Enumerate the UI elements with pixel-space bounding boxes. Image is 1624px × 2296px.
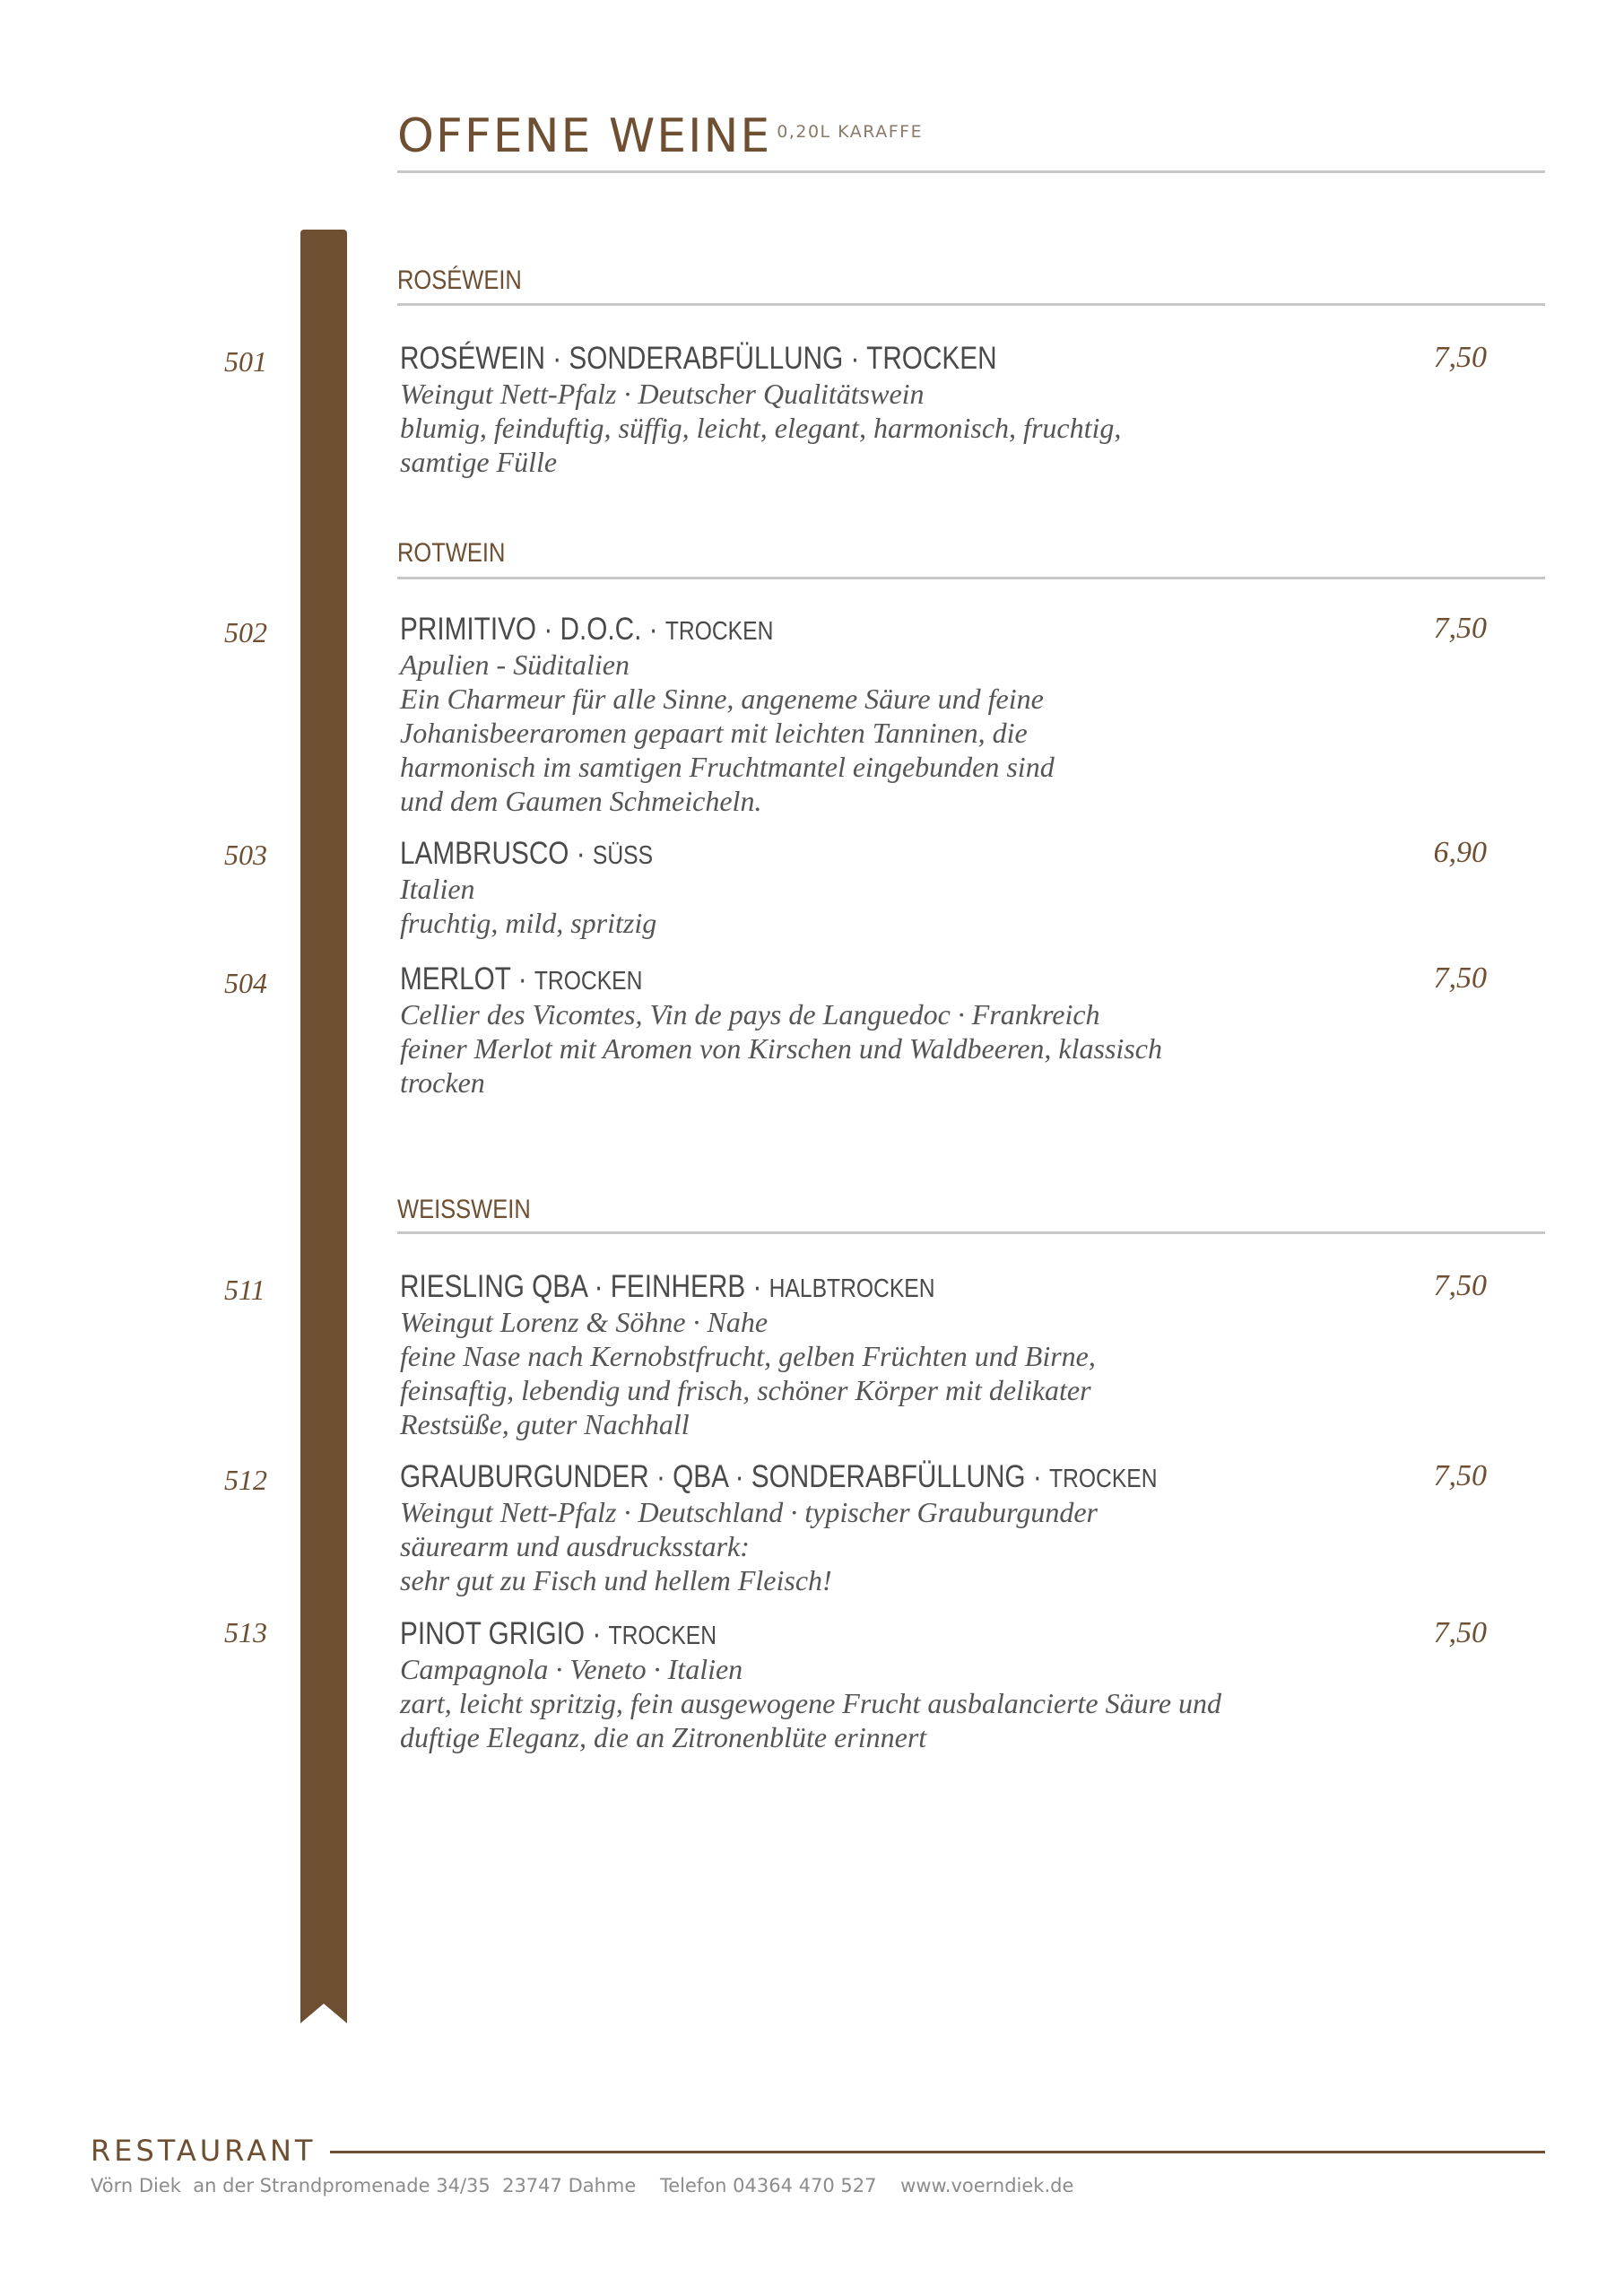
wine-number-501: 501 bbox=[224, 345, 267, 378]
wine-name-suffix: SÜSS bbox=[592, 841, 654, 870]
page-title-wrap bbox=[397, 109, 1545, 163]
wine-origin: Apulien - Süditalien bbox=[400, 648, 630, 681]
wine-entry-513 bbox=[400, 1616, 1297, 1754]
wine-number-512: 512 bbox=[224, 1464, 267, 1496]
wine-name-suffix: TROCKEN bbox=[664, 617, 774, 646]
wine-name-text: GRAUBURGUNDER · QBA · SONDERABFÜLLUNG · bbox=[400, 1459, 1050, 1494]
wine-description-line: Ein Charmeur für alle Sinne, angeneme Säure und feine bbox=[400, 683, 1044, 715]
wine-origin: Italien bbox=[400, 873, 475, 905]
wine-description-line: und dem Gaumen Schmeicheln. bbox=[400, 785, 762, 817]
wine-name-text: PRIMITIVO · D.O.C. · bbox=[400, 612, 665, 647]
wine-name-suffix: TROCKEN bbox=[608, 1622, 717, 1650]
wine-price-512: 7,50 bbox=[1433, 1459, 1487, 1492]
page-title: OFFENE WEINE bbox=[397, 109, 772, 163]
wine-name-text: PINOT GRIGIO · bbox=[400, 1616, 609, 1651]
wine-description-line: samtige Fülle bbox=[400, 446, 558, 478]
wine-name bbox=[400, 341, 1162, 377]
wine-name-suffix: TROCKEN bbox=[1049, 1465, 1158, 1493]
wine-description-line: sehr gut zu Fisch und hellem Fleisch! bbox=[400, 1564, 832, 1596]
wine-description-line: Restsüße, guter Nachhall bbox=[400, 1408, 690, 1440]
wine-description-line: feinsaftig, lebendig und frisch, schöner Körper mit delikater bbox=[400, 1374, 1091, 1406]
wine-number-511: 511 bbox=[224, 1274, 265, 1306]
wine-description-line: fruchtig, mild, spritzig bbox=[400, 907, 657, 939]
wine-origin: Campagnola · Veneto · Italien bbox=[400, 1653, 743, 1685]
wine-name-suffix: HALBTROCKEN bbox=[769, 1274, 935, 1303]
section-divider-weisswein bbox=[397, 1231, 1545, 1234]
section-title-rosewein: ROSÉWEIN bbox=[397, 265, 522, 295]
wine-description-line: trocken bbox=[400, 1066, 485, 1099]
wine-name-text: RIESLING QBA · FEINHERB · bbox=[400, 1269, 769, 1304]
wine-name bbox=[400, 612, 1162, 648]
wine-description-line: duftige Eleganz, die an Zitronenblüte erinnert bbox=[400, 1721, 927, 1753]
footer-brand: RESTAURANT bbox=[91, 2134, 317, 2168]
section-divider-rotwein bbox=[397, 577, 1545, 579]
wine-entry-501 bbox=[400, 341, 1297, 479]
wine-price-501: 7,50 bbox=[1433, 341, 1487, 374]
wine-name-text: LAMBRUSCO · bbox=[400, 836, 593, 871]
wine-number-503: 503 bbox=[224, 839, 267, 871]
section-divider-rosewein bbox=[397, 303, 1545, 306]
wine-number-504: 504 bbox=[224, 967, 267, 999]
wine-price-513: 7,50 bbox=[1433, 1616, 1487, 1649]
wine-entry-512 bbox=[400, 1459, 1297, 1597]
wine-origin: Cellier des Vicomtes, Vin de pays de Languedoc · Frankreich bbox=[400, 998, 1100, 1031]
wine-entry-503 bbox=[400, 836, 1297, 940]
wine-description-line: Johanisbeeraromen gepaart mit leichten Tanninen, die bbox=[400, 717, 1028, 749]
wine-origin: Weingut Nett-Pfalz · Deutschland · typischer Grauburgunder bbox=[400, 1496, 1098, 1528]
section-title-rotwein: ROTWEIN bbox=[397, 538, 506, 568]
wine-name bbox=[400, 836, 1162, 872]
wine-description-line: zart, leicht spritzig, fein ausgewogene Frucht ausbalancierte Säure und bbox=[400, 1687, 1222, 1719]
wine-number-502: 502 bbox=[224, 616, 267, 648]
footer-address: Vörn Diek an der Strandpromenade 34/35 23747 Dahme Telefon 04364 470 527 www.voerndiek.de bbox=[91, 2175, 1074, 2196]
wine-name bbox=[400, 1616, 1162, 1652]
wine-name bbox=[400, 961, 1162, 997]
wine-description bbox=[400, 997, 1297, 1100]
wine-number-513: 513 bbox=[224, 1616, 267, 1648]
wine-description bbox=[400, 648, 1297, 818]
title-divider bbox=[397, 170, 1545, 173]
wine-description bbox=[400, 1652, 1297, 1754]
wine-price-502: 7,50 bbox=[1433, 612, 1487, 645]
bookmark-ribbon bbox=[300, 230, 347, 2023]
wine-price-503: 6,90 bbox=[1433, 836, 1487, 869]
wine-price-511: 7,50 bbox=[1433, 1269, 1487, 1302]
wine-name bbox=[400, 1269, 1162, 1305]
wine-name-text: MERLOT · bbox=[400, 961, 534, 996]
section-title-weisswein: WEISSWEIN bbox=[397, 1195, 531, 1224]
wine-description bbox=[400, 1495, 1297, 1597]
wine-origin: Weingut Lorenz & Söhne · Nahe bbox=[400, 1306, 769, 1338]
footer-divider bbox=[330, 2151, 1545, 2153]
wine-description-line: harmonisch im samtigen Fruchtmantel eingebunden sind bbox=[400, 751, 1055, 783]
wine-description-line: feiner Merlot mit Aromen von Kirschen und Waldbeeren, klassisch bbox=[400, 1032, 1162, 1065]
wine-description bbox=[400, 377, 1297, 479]
wine-name-text: ROSÉWEIN · SONDERABFÜLLUNG · TROCKEN bbox=[400, 341, 997, 376]
wine-description-line: blumig, feinduftig, süffig, leicht, elegant, harmonisch, fruchtig, bbox=[400, 412, 1122, 444]
wine-description bbox=[400, 1305, 1297, 1441]
wine-name-suffix: TROCKEN bbox=[534, 967, 643, 996]
wine-description-line: feine Nase nach Kernobstfrucht, gelben Früchten und Birne, bbox=[400, 1340, 1096, 1372]
wine-entry-504 bbox=[400, 961, 1297, 1100]
wine-entry-502 bbox=[400, 612, 1297, 818]
wine-description-line: säurearm und ausdrucksstark: bbox=[400, 1530, 750, 1562]
wine-description bbox=[400, 872, 1297, 940]
page-subtitle: 0,20L KARAFFE bbox=[777, 122, 924, 142]
wine-origin: Weingut Nett-Pfalz · Deutscher Qualitätswein bbox=[400, 378, 925, 410]
wine-price-504: 7,50 bbox=[1433, 961, 1487, 995]
wine-name bbox=[400, 1459, 1162, 1495]
wine-entry-511 bbox=[400, 1269, 1297, 1441]
